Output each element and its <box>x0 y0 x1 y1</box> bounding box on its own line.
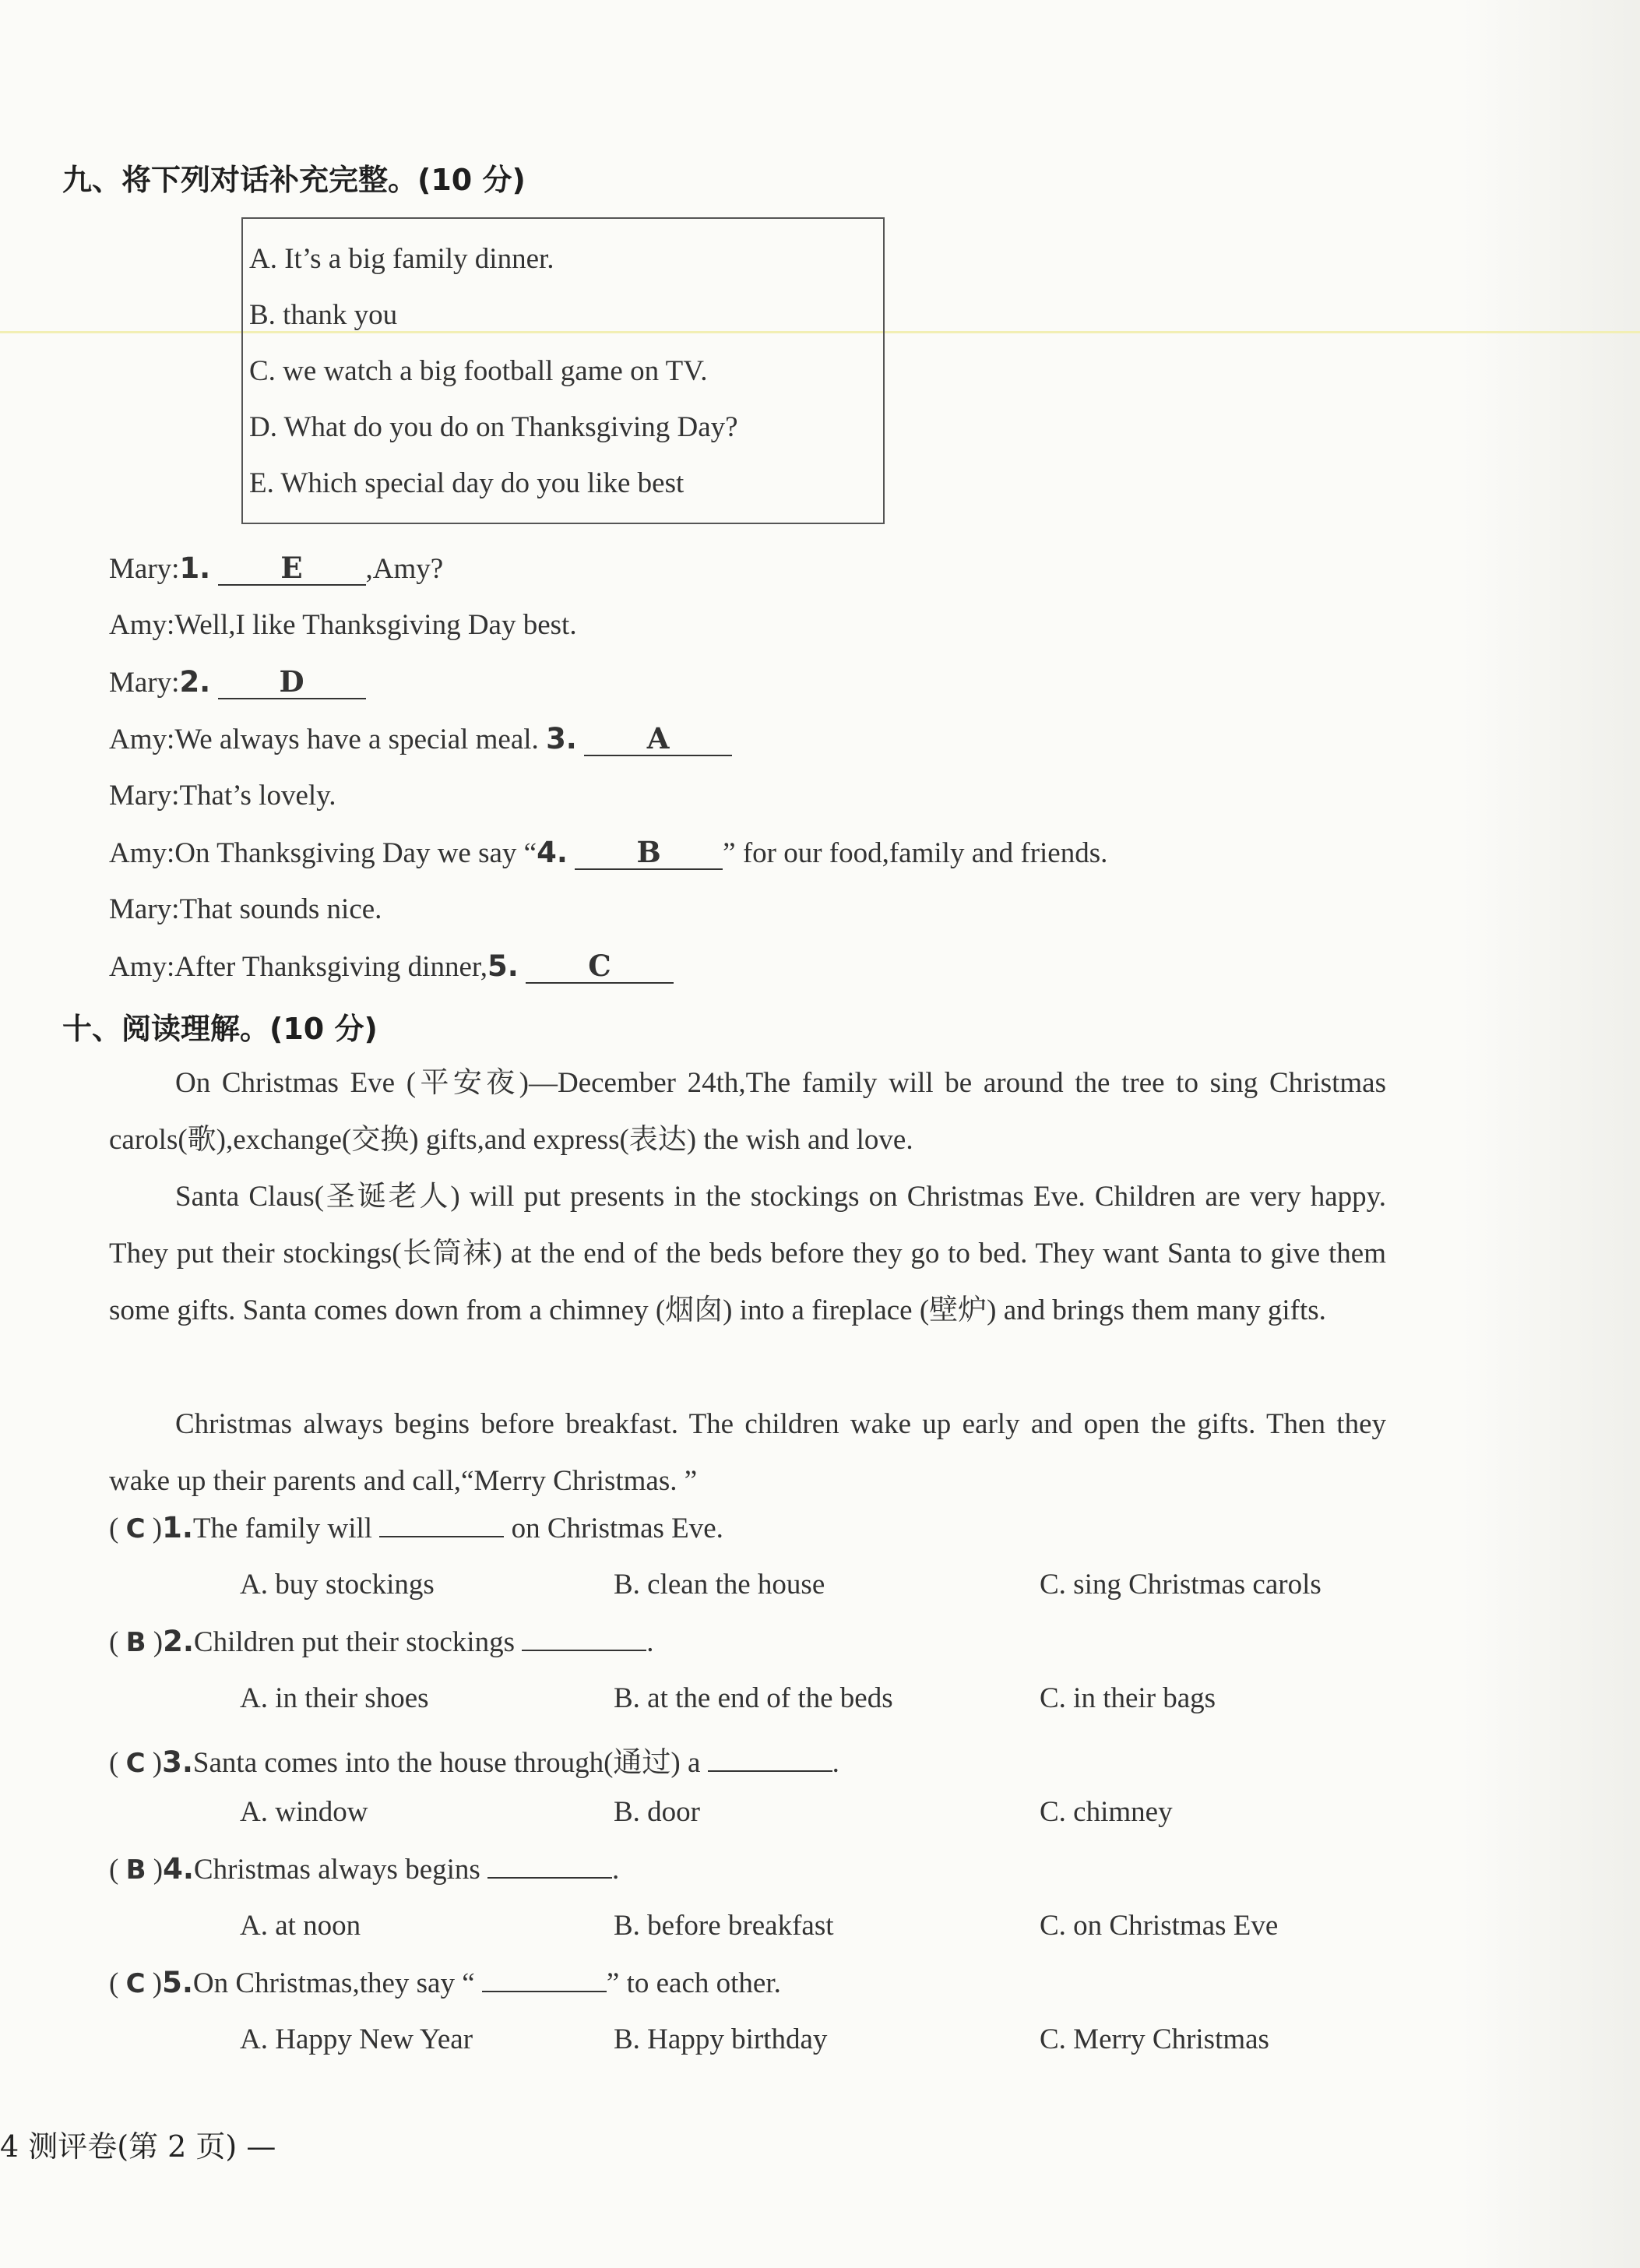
line-text: Well,I like Thanksgiving Day best. <box>174 609 577 641</box>
question-number: 2. <box>163 1625 194 1658</box>
answer-blank: D <box>218 666 366 699</box>
options-box <box>241 217 885 524</box>
question-number: 4. <box>163 1852 194 1886</box>
choice-c: C. on Christmas Eve <box>1040 1910 1279 1942</box>
speaker-label: Mary: <box>109 553 180 585</box>
choice-a: A. in their shoes <box>240 1682 429 1714</box>
speaker-label: Amy: <box>109 724 175 755</box>
question-number: 5. <box>487 949 519 983</box>
answer-blank <box>522 1650 646 1651</box>
choice-b: B. clean the house <box>614 1569 825 1601</box>
answer-letter: C <box>125 1968 146 1999</box>
passage-paragraph-3: Christmas always begins before breakfast. The children wake up early and open the gifts. Then they wake up their parents and call,“Merry Christmas. ” <box>109 1408 1386 1497</box>
choice-a: A. buy stockings <box>240 1569 435 1601</box>
answer-blank <box>708 1770 832 1772</box>
line-text: That’s lovely. <box>179 780 336 812</box>
option-a: A. It’s a big family dinner. <box>249 243 554 275</box>
dialogue-line-4 <box>109 722 732 756</box>
question-number: 4. <box>537 836 568 869</box>
line-text: That sounds nice. <box>179 893 382 925</box>
line-text: We always have a special meal. <box>174 724 547 755</box>
passage-paragraph-2: Santa Claus(圣诞老人) will put presents in the stockings on Christmas Eve. Children are very happy. They put their stockings(长筒袜) at the end of the beds before they go to bed. They want Santa to give them some gifts. Santa comes down from a chimney (烟囱) into a fireplace (壁炉) and brings them many gifts. <box>109 1181 1386 1326</box>
option-c: C. we watch a big football game on TV. <box>249 355 708 387</box>
dialogue-line-5 <box>109 779 336 812</box>
choice-c: C. in their bags <box>1040 1682 1216 1714</box>
choice-c: C. chimney <box>1040 1796 1173 1828</box>
answer-letter: B <box>125 1627 146 1658</box>
choice-c: C. sing Christmas carols <box>1040 1569 1322 1601</box>
dialogue-line-3 <box>109 665 366 699</box>
section-10-title: 十、阅读理解。(10 分) <box>62 1012 378 1046</box>
answer-blank: C <box>526 950 674 984</box>
answer-blank <box>487 1877 612 1879</box>
question-2: ( B )2.Children put their stockings . <box>109 1625 654 1658</box>
choice-b: B. before breakfast <box>614 1910 834 1942</box>
choice-a: A. Happy New Year <box>240 2023 473 2055</box>
question-1: ( C )1.The family will on Christmas Eve. <box>109 1511 723 1544</box>
question-text: Children put their stockings <box>193 1626 515 1658</box>
choice-b: B. at the end of the beds <box>614 1682 893 1714</box>
question-text: Christmas always begins <box>193 1854 480 1886</box>
question-text: Santa comes into the house through(通过) a <box>192 1747 701 1779</box>
dialogue-line-6 <box>109 836 1107 870</box>
page-edge-shadow <box>1461 0 1640 2268</box>
question-text: On Christmas,they say “ <box>192 1967 475 1999</box>
speaker-label: Amy: <box>109 609 175 641</box>
dialogue-line-8 <box>109 949 674 984</box>
line-text: On Thanksgiving Day we say “ <box>174 837 537 869</box>
option-e: E. Which special day do you like best <box>249 467 685 499</box>
answer-blank <box>379 1536 504 1537</box>
question-text: on Christmas Eve. <box>511 1513 723 1544</box>
question-number: 3. <box>546 722 577 755</box>
speaker-label: Mary: <box>109 780 180 812</box>
choice-a: A. at noon <box>240 1910 361 1942</box>
option-b: B. thank you <box>249 299 398 331</box>
answer-letter: B <box>125 1854 146 1886</box>
question-text: ” to each other. <box>606 1967 781 1999</box>
dialogue-line-7 <box>109 893 382 926</box>
section-9-title: 九、将下列对话补充完整。(10 分) <box>62 163 526 197</box>
question-number: 2. <box>179 665 211 699</box>
answer-blank <box>482 1991 607 1992</box>
answer-blank: B <box>575 836 723 870</box>
page-footer: 4 测评卷(第 2 页) — <box>0 2129 276 2164</box>
answer-blank: E <box>218 552 366 586</box>
choice-a: A. window <box>240 1796 368 1828</box>
speaker-label: Amy: <box>109 951 175 983</box>
question-number: 1. <box>162 1511 193 1544</box>
dialogue-line-1 <box>109 551 443 586</box>
question-4: ( B )4.Christmas always begins . <box>109 1852 620 1886</box>
question-text: . <box>832 1747 839 1779</box>
option-d: D. What do you do on Thanksgiving Day? <box>249 411 738 443</box>
question-number: 5. <box>162 1966 193 1999</box>
question-number: 3. <box>162 1745 193 1779</box>
passage-paragraph-1: On Christmas Eve (平安夜)—December 24th,The family will be around the tree to sing Christmas carols(歌),exchange(交换) gifts,and express(表达) the wish and love. <box>109 1067 1386 1156</box>
speaker-label: Mary: <box>109 667 180 699</box>
question-text: The family will <box>192 1513 373 1544</box>
question-text: . <box>612 1854 620 1886</box>
line-text: ,Amy? <box>365 553 444 585</box>
choice-b: B. Happy birthday <box>614 2023 828 2055</box>
answer-letter: C <box>125 1513 146 1544</box>
choice-c: C. Merry Christmas <box>1040 2023 1269 2055</box>
question-3: ( C )3.Santa comes into the house through(通过) a . <box>109 1745 839 1779</box>
answer-blank: A <box>584 723 732 756</box>
question-5: ( C )5.On Christmas,they say “ ” to each other. <box>109 1966 781 1999</box>
line-text: ” for our food,family and friends. <box>723 837 1108 869</box>
line-text: After Thanksgiving dinner, <box>174 951 487 983</box>
question-text: . <box>646 1626 654 1658</box>
speaker-label: Amy: <box>109 837 175 869</box>
answer-letter: C <box>125 1748 146 1779</box>
dialogue-line-2 <box>109 608 577 642</box>
choice-b: B. door <box>614 1796 700 1828</box>
question-number: 1. <box>179 551 211 585</box>
speaker-label: Mary: <box>109 893 180 925</box>
